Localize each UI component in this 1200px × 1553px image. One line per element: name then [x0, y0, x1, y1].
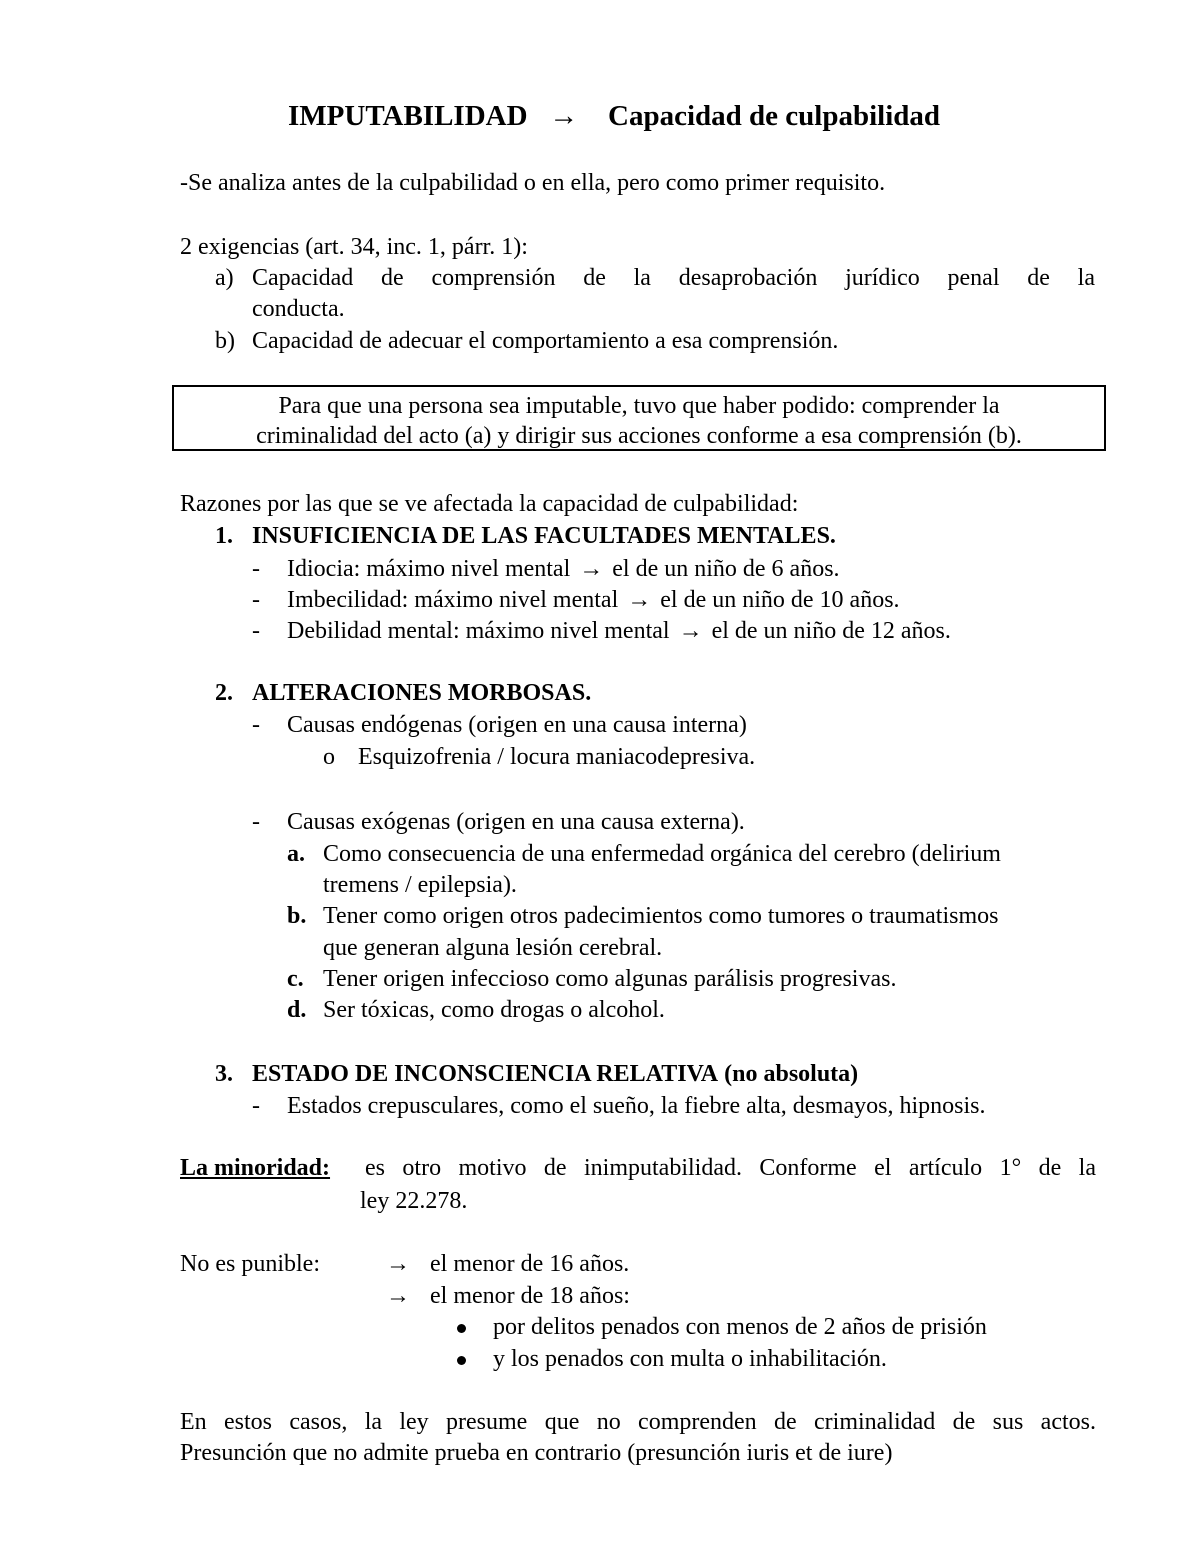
- conclusion-line2: Presunción que no admite prueba en contrario (presunción iuris et de iure): [180, 1440, 893, 1466]
- bullet-text: por delitos penados con menos de 2 años de prisión: [493, 1314, 987, 1340]
- conclusion-line1: En estos casos, la ley presume que no comprenden de criminalidad de sus actos.: [180, 1409, 1096, 1435]
- section-3-title: [252, 1061, 858, 1089]
- letter-marker: b.: [287, 903, 307, 929]
- minoridad-line2: ley 22.278.: [360, 1188, 468, 1214]
- dash-bullet: -: [252, 1093, 260, 1119]
- circle-bullet: o: [323, 744, 335, 770]
- endogenas-text: Causas endógenas (origen en una causa interna): [287, 712, 747, 738]
- title-right: Capacidad de culpabilidad: [608, 100, 941, 132]
- bullet-dot-icon: [457, 1314, 466, 1342]
- right-arrow-icon: →: [579, 556, 604, 582]
- right-arrow-icon: →: [678, 618, 703, 644]
- intro-text: -Se analiza antes de la culpabilidad o en ella, pero como primer requisito.: [180, 170, 886, 196]
- exogena-b-line1: Tener como origen otros padecimientos como tumores o traumatismos: [323, 903, 999, 929]
- bullet-text: y los penados con multa o inhabilitación.: [493, 1346, 887, 1372]
- menor-18-text: el menor de 18 años:: [430, 1283, 630, 1309]
- item-text: el de un niño de 10 años.: [660, 587, 900, 613]
- exogenas-text: Causas exógenas (origen en una causa externa).: [287, 809, 745, 835]
- letter-marker: a.: [287, 841, 305, 867]
- summary-box: [172, 385, 1106, 451]
- list-item: [287, 618, 951, 646]
- section-3-title-suffix: (no absoluta): [724, 1061, 859, 1087]
- section-2-title: ALTERACIONES MORBOSAS.: [252, 680, 592, 706]
- item-text: el de un niño de 6 años.: [612, 556, 840, 582]
- exigencia-a-line2: conducta.: [252, 296, 345, 322]
- exogena-d-text: Ser tóxicas, como drogas o alcohol.: [323, 997, 665, 1023]
- exigencia-b-text: Capacidad de adecuar el comportamiento a esa comprensión.: [252, 328, 839, 354]
- list-marker: b): [215, 328, 235, 354]
- section-3-item-text: Estados crepusculares, como el sueño, la fiebre alta, desmayos, hipnosis.: [287, 1093, 986, 1119]
- bullet-dot-icon: [457, 1346, 466, 1374]
- summary-line2: criminalidad del acto (a) y dirigir sus acciones conforme a esa comprensión (b).: [256, 423, 1022, 449]
- section-1-title: INSUFICIENCIA DE LAS FACULTADES MENTALES.: [252, 523, 836, 549]
- right-arrow-icon: →: [549, 100, 579, 132]
- item-text: Imbecilidad: máximo nivel mental: [287, 587, 619, 613]
- exogena-c-text: Tener origen infeccioso como algunas parálisis progresivas.: [323, 966, 897, 992]
- razones-heading: Razones por las que se ve afectada la capacidad de culpabilidad:: [180, 491, 799, 517]
- item-text: el de un niño de 12 años.: [711, 618, 951, 644]
- exogena-a-line1: Como consecuencia de una enfermedad orgánica del cerebro (delirium: [323, 841, 1001, 867]
- page-title: [288, 100, 940, 133]
- right-arrow-icon: →: [386, 1251, 410, 1277]
- item-text: Idiocia: máximo nivel mental: [287, 556, 571, 582]
- minoridad-line1: es otro motivo de inimputabilidad. Conforme el artículo 1° de la: [365, 1155, 1096, 1181]
- list-item: [287, 556, 840, 584]
- exogena-b-line2: que generan alguna lesión cerebral.: [323, 935, 663, 961]
- dash-bullet: -: [252, 587, 260, 613]
- section-3-title-main: ESTADO DE INCONSCIENCIA RELATIVA: [252, 1061, 719, 1087]
- letter-marker: c.: [287, 966, 304, 992]
- exigencias-heading: 2 exigencias (art. 34, inc. 1, párr. 1):: [180, 234, 528, 260]
- section-number: 1.: [215, 523, 233, 549]
- section-number: 2.: [215, 680, 233, 706]
- list-marker: a): [215, 265, 234, 291]
- right-arrow-icon: →: [386, 1283, 410, 1309]
- letter-marker: d.: [287, 997, 307, 1023]
- summary-line1: Para que una persona sea imputable, tuvo que haber podido: comprender la: [278, 393, 1000, 419]
- minoridad-label: La minoridad:: [180, 1155, 331, 1181]
- endogenas-sub-text: Esquizofrenia / locura maniacodepresiva.: [358, 744, 756, 770]
- dash-bullet: -: [252, 809, 260, 835]
- menor-16-text: el menor de 16 años.: [430, 1251, 630, 1277]
- dash-bullet: -: [252, 556, 260, 582]
- exogena-a-line2: tremens / epilepsia).: [323, 872, 517, 898]
- item-text: Debilidad mental: máximo nivel mental: [287, 618, 670, 644]
- right-arrow-icon: →: [627, 587, 652, 613]
- exigencia-a-line1: Capacidad de comprensión de la desaprobación jurídico penal de la: [252, 265, 1095, 291]
- title-left: IMPUTABILIDAD: [288, 100, 528, 132]
- section-number: 3.: [215, 1061, 233, 1087]
- dash-bullet: -: [252, 618, 260, 644]
- list-item: [287, 587, 900, 615]
- dash-bullet: -: [252, 712, 260, 738]
- punible-label: No es punible:: [180, 1251, 320, 1277]
